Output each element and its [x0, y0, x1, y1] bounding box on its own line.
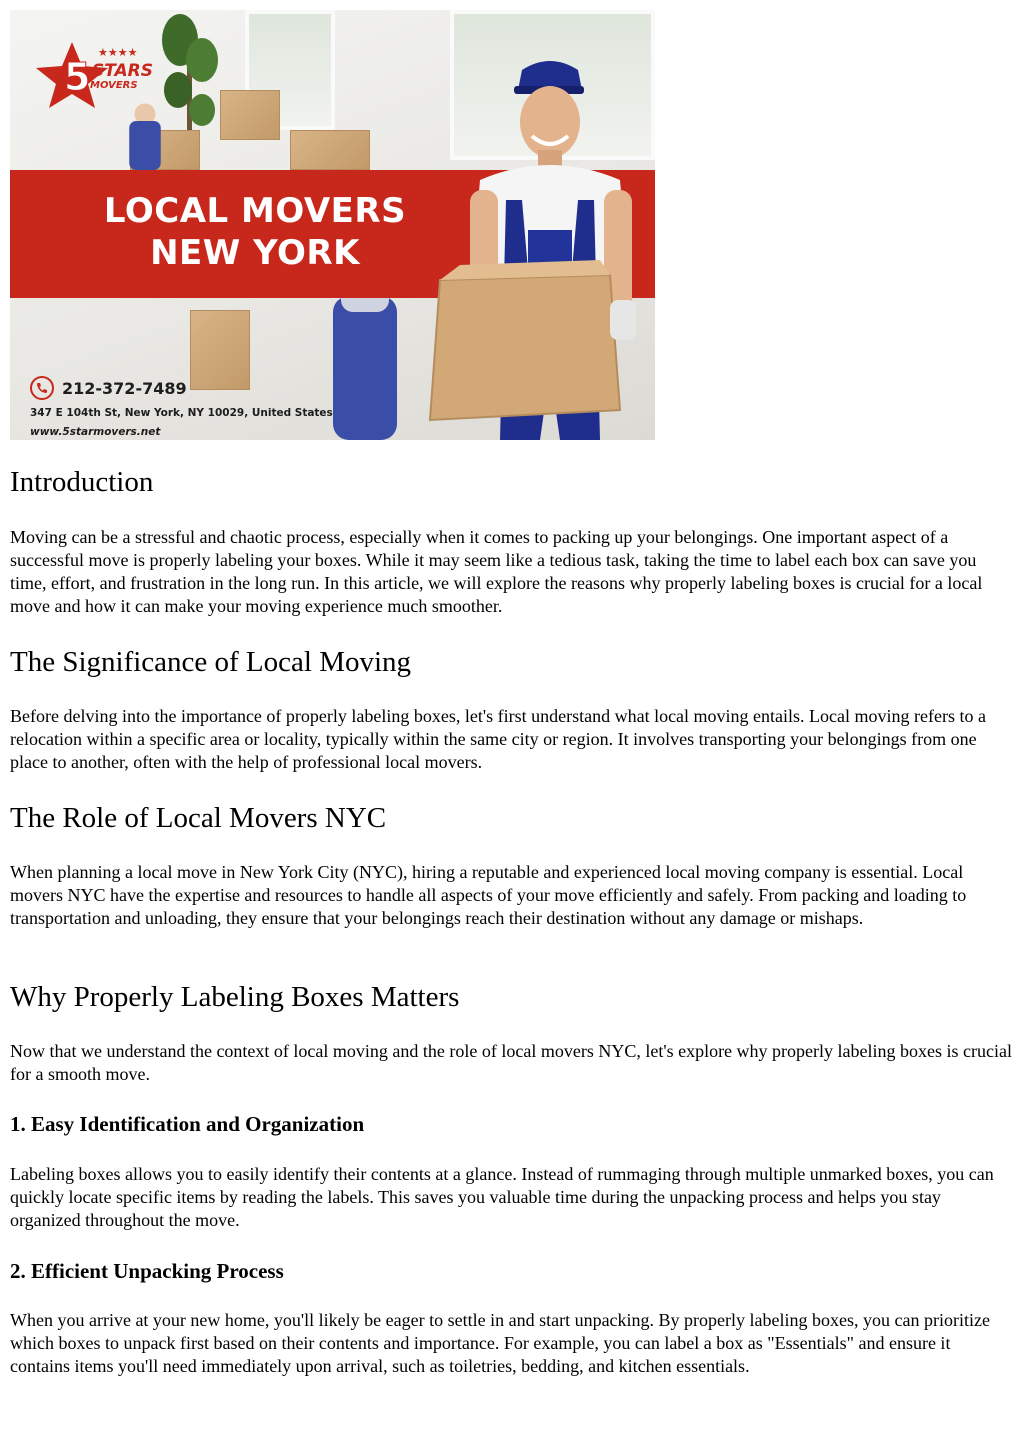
banner-title: [60, 190, 450, 274]
background-worker-illustration: [100, 100, 190, 170]
role-heading: The Role of Local Movers NYC: [10, 802, 387, 834]
why-heading: Why Properly Labeling Boxes Matters: [10, 981, 460, 1013]
significance-heading: The Significance of Local Moving: [10, 646, 412, 678]
svg-text:STARS: STARS: [92, 61, 154, 81]
significance-paragraph: Before delving into the importance of properly labeling boxes, let's first understand what local moving entails. Local moving refers to a relocation within a specific area or locality, typically within the same city or region. It involves transporting your belongings from one place to another, often with the help of professional local movers.: [10, 706, 986, 772]
cardboard-box: [290, 130, 370, 170]
intro-heading: Introduction: [10, 466, 154, 498]
point1-heading: 1. Easy Identification and Organization: [10, 1112, 365, 1136]
point2-heading: 2. Efficient Unpacking Process: [10, 1259, 284, 1283]
hero-banner: [10, 10, 655, 440]
intro-paragraph: Moving can be a stressful and chaotic process, especially when it comes to packing up your belongings. One important aspect of a successful move is properly labeling your boxes. While it may seem like a tedious task, taking the time to label each box can save you time, effort, and frustration in the long run. In this article, we will explore the reasons why properly labeling boxes is crucial for a local move and how it can make your moving experience much smoother.: [10, 527, 983, 616]
address: 347 E 104th St, New York, NY 10029, United States: [30, 407, 333, 419]
phone-row: [30, 375, 187, 401]
cardboard-box: [190, 310, 250, 390]
svg-text:MOVERS: MOVERS: [90, 80, 138, 91]
five-stars-movers-logo: [32, 38, 162, 108]
point2-paragraph: When you arrive at your new home, you'll likely be eager to settle in and start unpacking. By properly labeling boxes, you can prioritize which boxes to unpack first based on their contents and importance. For example, you can label a box as "Essentials" and ensure it contains items you'll need immediately upon arrival, such as toiletries, bedding, and kitchen essentials.: [10, 1310, 990, 1376]
banner-title-line-1: LOCAL MOVERS: [103, 191, 407, 231]
mover-worker-illustration: [410, 50, 650, 440]
cardboard-box: [220, 90, 280, 140]
phone-icon: [30, 376, 54, 400]
why-paragraph: Now that we understand the context of local moving and the role of local movers NYC, let's explore why properly labeling boxes is crucial for a smooth move.: [10, 1041, 1012, 1084]
point1-paragraph: Labeling boxes allows you to easily identify their contents at a glance. Instead of rummaging through multiple unmarked boxes, you can quickly locate specific items by reading the labels. This saves you valuable time during the unpacking process and helps you stay organized throughout the move.: [10, 1164, 994, 1230]
website: www.5starmovers.net: [30, 426, 161, 438]
svg-text:5: 5: [64, 55, 91, 99]
phone-number: 212-372-7489: [62, 378, 187, 398]
role-paragraph: When planning a local move in New York City (NYC), hiring a reputable and experienced local moving company is essential. Local movers NYC have the expertise and resources to handle all aspects of your move efficiently and safely. From packing and loading to transportation and unloading, they ensure that your belongings reach their destination without any damage or mishaps.: [10, 862, 967, 928]
svg-text:★★★★: ★★★★: [98, 46, 138, 59]
banner-title-line-2: NEW YORK: [150, 233, 360, 273]
